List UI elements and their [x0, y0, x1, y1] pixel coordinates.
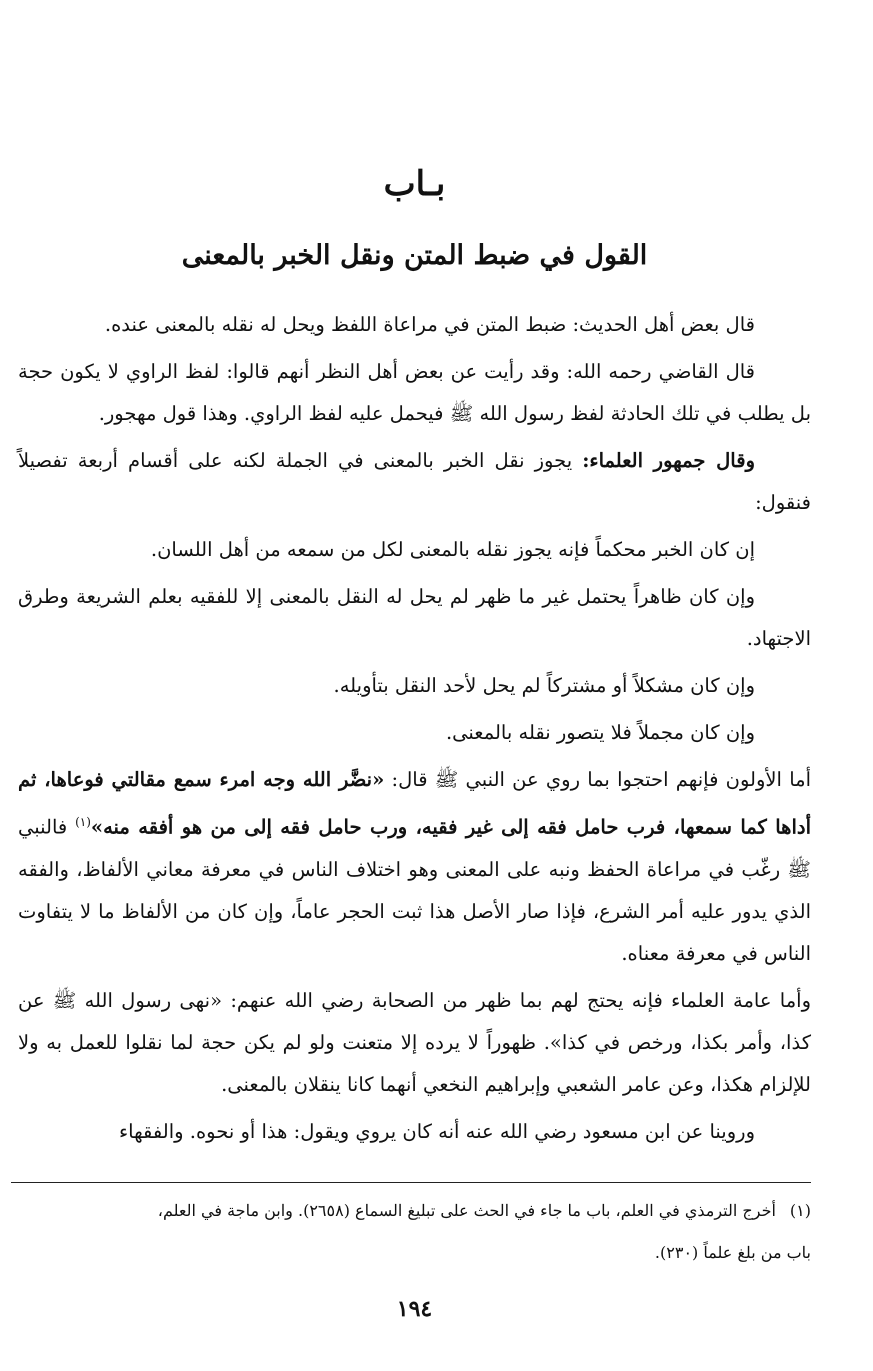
paragraph-3-text: يجوز نقل الخبر بالمعنى في الجملة لكنه على أقسام أربعة تفصيلاً فنقول:	[18, 449, 811, 514]
chapter-heading: بـاب	[383, 164, 446, 204]
footnote-divider	[11, 1182, 811, 1183]
paragraph-1: قال بعض أهل الحديث: ضبط المتن في مراعاة اللفظ ويحل له نقله بالمعنى عنده.	[104, 313, 755, 336]
footnote-line-1	[18, 1190, 811, 1232]
paragraph-3-lead: وقال جمهور العلماء:	[582, 449, 755, 472]
book-page	[18, 0, 811, 1371]
paragraph-9: وأما عامة العلماء فإنه يحتج لهم بما ظهر من الصحابة رضي الله عنهم: «نهى رسول الله ﷺ عن كذا، وأمر بكذا، ورخص في كذا». ظهوراً لا يرده إلا متعنت ولو لم يكن حجة لما نقلوا للعمل به ولا للإلزام هكذا، وعن عامر الشعبي وإبراهيم النخعي أنهما كانا ينقلان بالمعنى.	[18, 988, 811, 1096]
footnote-text-1: أخرج الترمذي في العلم، باب ما جاء في الحث على تبليغ السماع (٢٦٥٨). وابن ماجة في العلم،	[157, 1201, 776, 1220]
paragraph-10: وروينا عن ابن مسعود رضي الله عنه أنه كان يروي ويقول: هذا أو نحوه. والفقهاء	[118, 1119, 755, 1143]
paragraph-3	[18, 440, 811, 524]
footnote-number: (١)	[789, 1201, 811, 1220]
paragraph-8-text: فالنبي ﷺ رغّب في مراعاة الحفظ ونبه على المعنى وهو اختلاف الناس في معرفة معاني الألفاظ، والفقه الذي يدور عليه أمر الشرع، فإذا صار الأصل هذا ثبت الحجر عاماً، وإن كان من الألفاظ ما لا يتفاوت الناس في معرفة معناه.	[18, 815, 811, 965]
footnote-ref: (١)	[75, 815, 91, 829]
main-text	[18, 304, 811, 1153]
paragraph-7: وإن كان مجملاً فلا يتصور نقله بالمعنى.	[445, 721, 755, 744]
section-title: القول في ضبط المتن ونقل الخبر بالمعنى	[181, 240, 648, 271]
footnote-line-2: باب من بلغ علماً (٢٣٠).	[654, 1243, 811, 1262]
paragraph-8	[18, 759, 811, 975]
page-number: ١٩٤	[396, 1296, 433, 1322]
footnote	[18, 1190, 811, 1274]
paragraph-6: وإن كان مشكلاً أو مشتركاً لم يحل لأحد النقل بتأويله.	[333, 674, 755, 697]
paragraph-4: إن كان الخبر محكماً فإنه يجوز نقله بالمعنى لكل من سمعه من أهل اللسان.	[150, 538, 755, 561]
paragraph-2: قال القاضي رحمه الله: وقد رأيت عن بعض أهل النظر أنهم قالوا: لفظ الراوي لا يكون حجة بل يطلب في تلك الحادثة لفظ رسول الله ﷺ فيحمل عليه لفظ الراوي. وهذا قول مهجور.	[18, 360, 811, 425]
paragraph-5: وإن كان ظاهراً يحتمل غير ما ظهر لم يحل له النقل بالمعنى إلا للفقيه بعلم الشريعة وطرق الاجتهاد.	[18, 585, 811, 650]
hadith-quote: «نضَّر الله وجه امرء سمع مقالتي فوعاها، ثم أداها كما سمعها، فرب حامل فقه إلى غير فقيه، ورب حامل فقه إلى من هو أفقه منه»	[18, 768, 811, 839]
paragraph-8-intro: أما الأولون فإنهم احتجوا بما روي عن النبي ﷺ قال:	[384, 768, 811, 791]
